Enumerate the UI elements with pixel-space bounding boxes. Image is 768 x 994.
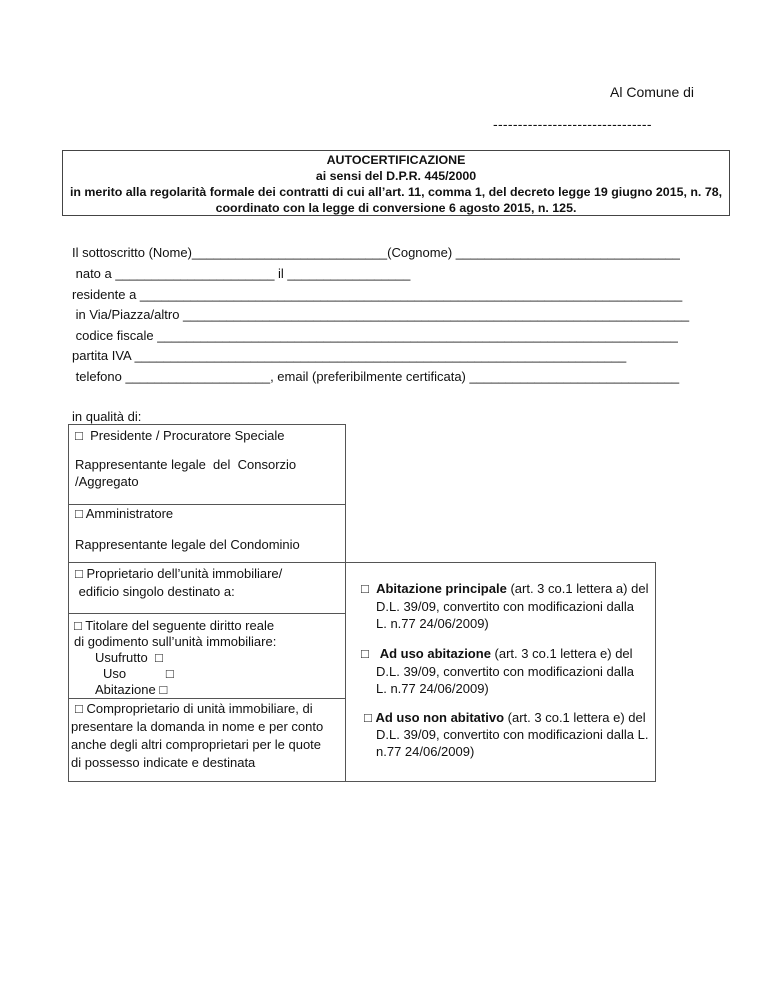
checkbox-proprietario[interactable]: □ Proprietario dell’unità immobiliare/ (75, 566, 283, 581)
checkbox-amministratore[interactable]: □ Amministratore (75, 506, 174, 521)
uso-non-abitativo-text-3: n.77 24/06/2009) (376, 744, 475, 759)
abitazione-principale-text-2: D.L. 39/09, convertito con modificazioni dalla (376, 599, 634, 614)
comproprietario-text-2: presentare la domanda in nome e per conto (71, 719, 324, 734)
checkbox-presidente[interactable]: □ Presidente / Procuratore Speciale (75, 428, 285, 443)
title-main: AUTOCERTIFICAZIONE (326, 153, 466, 167)
role-box-presidente (68, 424, 346, 505)
role-box-amministratore (68, 504, 346, 563)
residence-field[interactable]: residente a ___________________________________________________________________________ (72, 287, 683, 302)
checkbox-uso-abitazione[interactable]: □ Ad uso abitazione (art. 3 co.1 lettera e) del (361, 646, 633, 661)
uso-abitazione-text-3: L. n.77 24/06/2009) (376, 681, 489, 696)
proprietario-label-cont: edificio singolo destinato a: (75, 584, 235, 599)
uso-non-abitativo-text-2: D.L. 39/09, convertito con modificazioni dalla L. (376, 727, 649, 742)
role-label-condominio: Rappresentante legale del Condominio (75, 537, 300, 552)
title-subject-cont: coordinato con la legge di conversione 6 agosto 2015, n. 125. (215, 201, 577, 215)
checkbox-comproprietario[interactable]: □ Comproprietario di unità immobiliare, di (75, 701, 313, 716)
recipient-label: Al Comune di (610, 84, 695, 100)
street-field[interactable]: in Via/Piazza/altro ______________________________________________________________________ (72, 307, 690, 322)
checkbox-titolare[interactable]: □ Titolare del seguente diritto reale (74, 618, 275, 633)
vat-number-field[interactable]: partita IVA ____________________________________________________________________ (72, 348, 627, 363)
option-comproprietario (68, 698, 346, 782)
checkbox-uso-non-abitativo[interactable]: □ Ad uso non abitativo (art. 3 co.1 lettera e) del (364, 710, 646, 725)
destination-box (345, 562, 656, 782)
checkbox-usufrutto[interactable]: Usufrutto □ (95, 650, 163, 665)
role-label-consorzio: Rappresentante legale del Consorzio (75, 457, 297, 472)
tax-code-field[interactable]: codice fiscale ________________________________________________________________________ (72, 328, 678, 343)
in-qualita-label: in qualità di: (72, 409, 142, 424)
uso-abitazione-text-2: D.L. 39/09, convertito con modificazioni dalla (376, 664, 634, 679)
name-surname-field[interactable]: Il sottoscritto (Nome)___________________________(Cognome) _______________________________ (72, 245, 680, 260)
comproprietario-text-4: di possesso indicate e destinata (71, 755, 256, 770)
title-subject: in merito alla regolarità formale dei contratti di cui all’art. 11, comma 1, del decreto legge 19 giugno 2015, n. 78, (69, 185, 723, 199)
checkbox-abitazione-principale[interactable]: □ Abitazione principale (art. 3 co.1 lettera a) del (361, 581, 649, 596)
titolare-label-cont: di godimento sull’unità immobiliare: (74, 634, 277, 649)
checkbox-uso[interactable]: Uso □ (103, 666, 174, 681)
birth-field[interactable]: nato a ______________________ il _________________ (72, 266, 411, 281)
option-proprietario (68, 562, 346, 614)
option-titolare (68, 613, 346, 699)
role-label-consorzio-cont: /Aggregato (75, 474, 139, 489)
abitazione-principale-text-3: L. n.77 24/06/2009) (376, 616, 489, 631)
phone-email-field[interactable]: telefono ____________________, email (preferibilmente certificata) _____________________________ (72, 369, 680, 384)
title-box (62, 150, 730, 216)
title-law-reference: ai sensi del D.P.R. 445/2000 (315, 169, 477, 183)
checkbox-abitazione[interactable]: Abitazione □ (95, 682, 168, 697)
comproprietario-text-3: anche degli altri comproprietari per le quote (71, 737, 322, 752)
recipient-blank-line[interactable]: -------------------------------- (493, 116, 652, 132)
